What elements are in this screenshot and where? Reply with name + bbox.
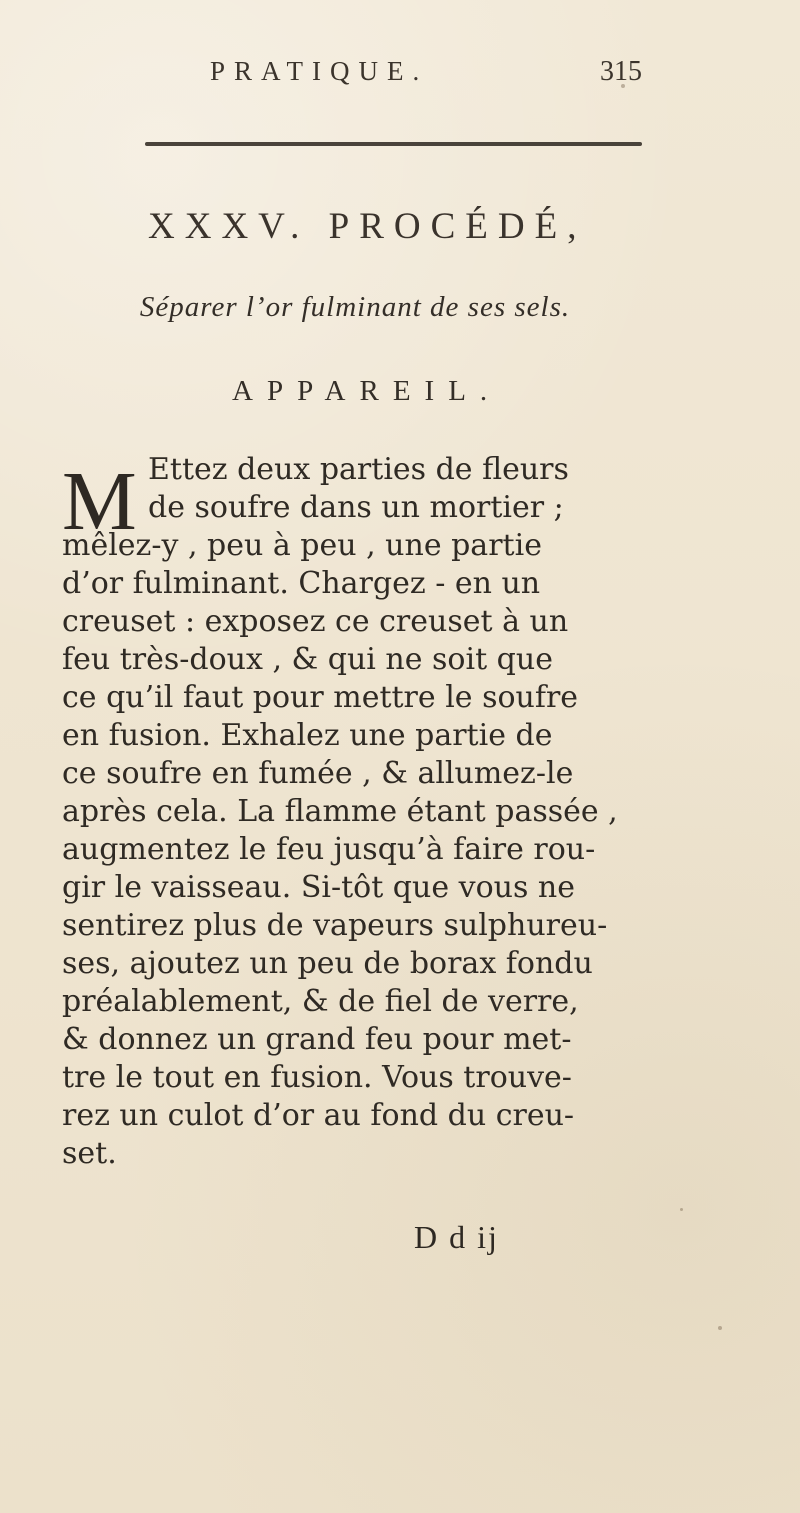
text-line: ce soufre en fumée , & allumez-le [62,756,574,791]
text-line: Ettez deux parties de fleurs [148,452,569,487]
text-line: rez un culot d’or au fond du creu- [62,1098,575,1133]
text-line: de soufre dans un mortier ; [148,490,564,525]
text-line: set. [62,1136,117,1171]
text-line: d’or fulminant. Chargez - en un [62,566,541,601]
drop-cap: M [62,455,137,548]
text-line: après cela. La flamme étant passée , [62,794,618,829]
text-line: gir le vaisseau. Si-tôt que vous ne [62,870,575,905]
paper-speck [621,84,625,88]
text-line: creuset : exposez ce creuset à un [62,604,569,639]
text-line: ses, ajoutez un peu de borax fondu [62,946,593,981]
text-line: préalablement, & de fiel de verre, [62,984,579,1019]
text-line: sentirez plus de vapeurs sulphureu- [62,908,608,943]
signature-mark: D d ij [414,1219,499,1255]
section-title: XXXV. PROCÉDÉ, [148,206,587,247]
text-line: feu très-doux , & qui ne soit que [62,642,553,677]
procedure-text [62,451,652,1211]
apparatus-heading: APPAREIL. [232,375,502,407]
text-line: en fusion. Exhalez une partie de [62,718,553,753]
text-line: augmentez le feu jusqu’à faire rou- [62,832,596,867]
paper-speck [718,1326,722,1330]
page-number: 315 [600,56,642,87]
paper-speck [680,1208,683,1211]
text-line: ce qu’il faut pour mettre le soufre [62,680,579,715]
text-line: & donnez un grand feu pour met- [62,1022,572,1057]
running-title: PRATIQUE. [210,56,429,86]
text-line: mêlez-y , peu à peu , une partie [62,528,542,563]
running-header [210,56,660,96]
section-subtitle: Séparer l’or fulminant de ses sels. [139,291,571,323]
header-rule [145,142,642,146]
text-line: tre le tout en fusion. Vous trouve- [62,1060,572,1095]
